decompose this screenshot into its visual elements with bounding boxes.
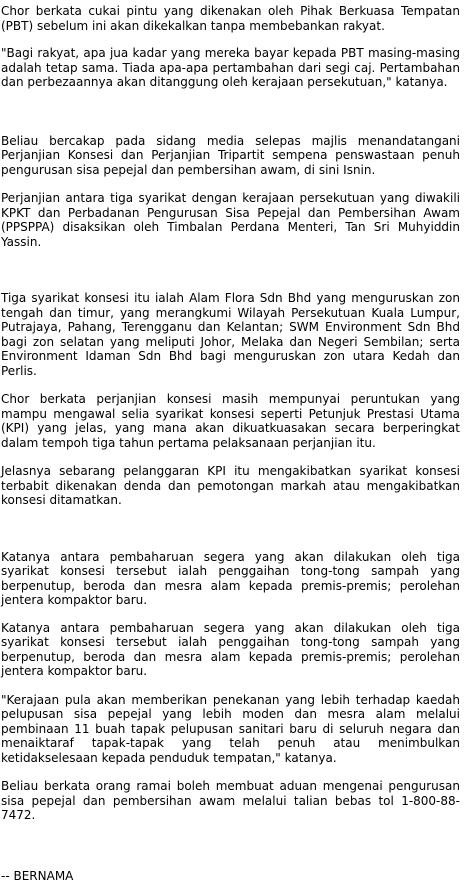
paragraph-gap: [1, 679, 460, 693]
paragraph: Jelasnya sebarang pelanggaran KPI itu mengakibatkan syarikat konsesi terbabit dikenakan denda dan pemotongan markah atau mengakibatkan konsesi ditamatkan.: [1, 464, 460, 508]
paragraph: Chor berkata perjanjian konsesi masih mempunyai peruntukan yang mampu mengawal selia syarikat konsesi seperti Petunjuk Prestasi Utama (KPI) yang jelas, yang mana akan dikuatkuasakan secara berperingkat dalam tempoh tiga tahun pertama pelaksanaan perjanjian itu.: [1, 392, 460, 450]
paragraph-gap: [1, 823, 460, 869]
paragraph-gap: [1, 608, 460, 621]
paragraph: Perjanjian antara tiga syarikat dengan kerajaan persekutuan yang diwakili KPKT dan Perbadanan Pengurusan Sisa Pepejal dan Pembersihan Awam (PPSPPA) disaksikan oleh Timbalan Perdana Menteri, Tan Sri Muhyiddin Yassin.: [1, 191, 460, 249]
paragraph-gap: [1, 765, 460, 779]
byline: -- BERNAMA: [1, 869, 460, 883]
paragraph-gap: [1, 90, 460, 134]
paragraph: Beliau berkata orang ramai boleh membuat aduan mengenai pengurusan sisa pepejal dan pembersihan awam melalui talian bebas tol 1-800-88-7472.: [1, 779, 460, 823]
paragraph: "Kerajaan pula akan memberikan penekanan yang lebih terhadap kaedah pelupusan sisa pepejal yang lebih moden dan mesra alam melalui pembinaan 11 buah tapak pelupusan sanitari baru di seluruh negara dan menaiktaraf tapak-tapak yang telah penuh atau menimbulkan ketidakselesaan kepada penduduk tempatan," katanya.: [1, 693, 460, 766]
paragraph-gap: [1, 177, 460, 191]
paragraph: "Bagi rakyat, apa jua kadar yang mereka bayar kepada PBT masing-masing adalah tetap sama. Tiada apa-apa pertambahan dari segi caj. Pertambahan dan perbezaannya akan ditanggung oleh kerajaan persekutuan," katanya.: [1, 46, 460, 90]
paragraph: Tiga syarikat konsesi itu ialah Alam Flora Sdn Bhd yang menguruskan zon tengah dan timur, yang merangkumi Wilayah Persekutuan Kuala Lumpur, Putrajaya, Pahang, Terengganu dan Kelantan; SWM Environment Sdn Bhd bagi zon selatan yang meliputi Johor, Melaka dan Negeri Sembilan; serta Environment Idaman Sdn Bhd bagi menguruskan zon utara Kedah dan Perlis.: [1, 291, 460, 378]
article-body: [1, 4, 460, 883]
paragraph-gap: [1, 249, 460, 291]
paragraph: Chor berkata cukai pintu yang dikenakan oleh Pihak Berkuasa Tempatan (PBT) sebelum ini akan dikekalkan tanpa membebankan rakyat.: [1, 4, 460, 33]
paragraph-gap: [1, 450, 460, 464]
paragraph-gap: [1, 378, 460, 392]
paragraph-gap: [1, 508, 460, 550]
paragraph: Beliau bercakap pada sidang media selepas majlis menandatangani Perjanjian Konsesi dan Perjanjian Tripartit sempena penswastaan penuh pengurusan sisa pepejal dan pembersihan awam, di sini Isnin.: [1, 134, 460, 178]
paragraph: Katanya antara pembaharuan segera yang akan dilakukan oleh tiga syarikat konsesi tersebut ialah penggaihan tong-tong sampah yang berpenutup, beroda dan mesra alam kepada premis-premis; perolehan jentera kompaktor baru.: [1, 550, 460, 608]
paragraph-gap: [1, 33, 460, 46]
paragraph: Katanya antara pembaharuan segera yang akan dilakukan oleh tiga syarikat konsesi tersebut ialah penggaihan tong-tong sampah yang berpenutup, beroda dan mesra alam kepada premis-premis; perolehan jentera kompaktor baru.: [1, 621, 460, 679]
